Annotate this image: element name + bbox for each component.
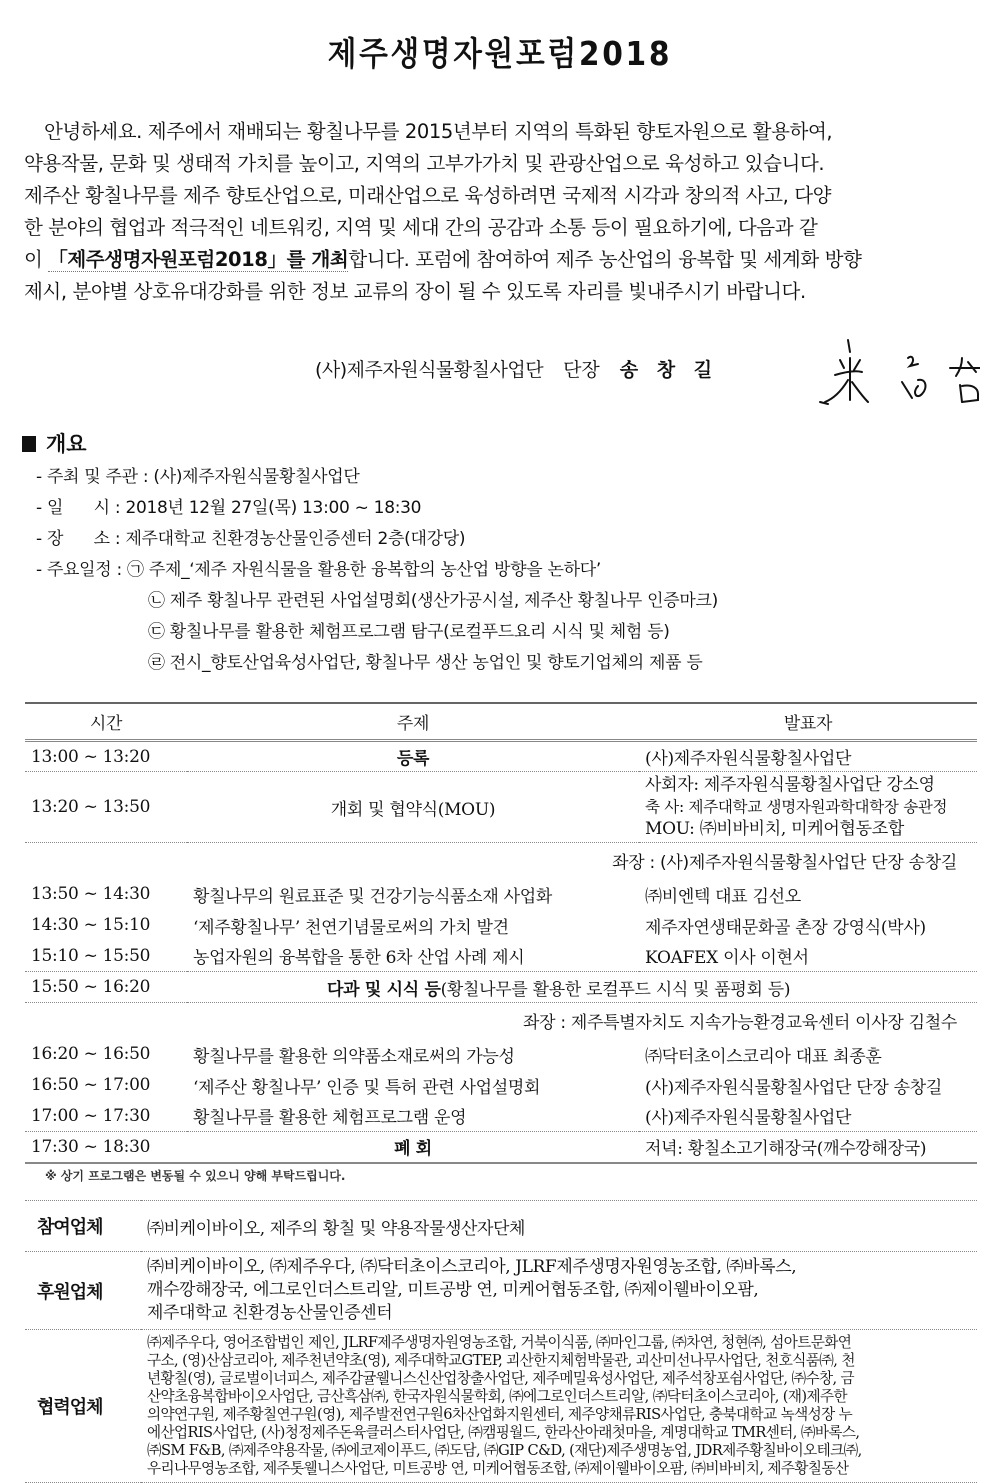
partners-line: 의약연구원, 제주황칠연구원(영), 제주발전연구원6차산업화지원센터, 제주양채류RIS사업단, 충북대학교 녹색성장 누 [147,1406,853,1423]
overview-item-host: - 주최 및 주관 : (사)제주자원식물황칠사업단 [36,467,360,487]
session-chair: 좌장 : 제주특별자치도 지속가능환경교육센터 이사장 김철수 [523,1013,957,1034]
partners-line: 구소, (영)산삼코리아, 제주천년약초(영), 제주대학교GTEP, 괴산한지체험박물관, 괴산미선나무사업단, 천호식품㈜, 천 [147,1352,855,1369]
row-speaker: (사)제주자원식물황칠사업단 [645,749,852,769]
table-row [25,1039,977,1070]
intro-line: 제시, 분야별 상호유대강화를 위한 정보 교류의 장이 될 수 있도록 자리를 빛내주시기 바랍니다. [24,280,806,303]
row-topic-rest: (황칠나무를 활용한 로컬푸드 시식 및 품평회 등) [440,979,791,1000]
intro-line: 안녕하세요. 제주에서 재배되는 황칠나무를 2015년부터 지역의 특화된 향토자원으로 활용하여, [44,120,833,143]
partners-line: 산약초융복합바이오사업단, 금산흑삼㈜, 한국자원식물학회, ㈜에그로인더스트리알, ㈜닥터초이스코리아, (재)제주한 [147,1388,847,1405]
row-speaker: (사)제주자원식물황칠사업단 [645,1108,852,1129]
partners-line: 우리나무영농조합, 제주톳웰니스사업단, 미트공방 연, 미케어협동조합, ㈜제이웰바이오팜, ㈜비바비치, 제주황칠동산 [147,1460,849,1477]
row-speaker: ㈜비엔텍 대표 김선오 [645,886,801,907]
partners-label: 후원업체 [37,1281,103,1303]
overview-item-venue: - 장 소 : 제주대학교 친환경농산물인증센터 2층(대강당) [36,529,466,549]
speaker-line: 축 사: 제주대학교 생명자원과학대학장 송관정 [645,798,948,816]
row-time: 16:20 ~ 16:50 [31,1044,151,1064]
overview-subitem: ㉢ 황칠나무를 활용한 체험프로그램 탐구(로컬푸드요리 시식 및 체험 등) [148,622,670,642]
table-row [25,879,977,910]
speaker-line: MOU: ㈜비바비치, 미케어협동조합 [645,819,904,839]
partners-line: ㈜비케이바이오, 제주의 황칠 및 약용작물생산자단체 [147,1218,526,1239]
intro-line-suffix: 합니다. 포럼에 참여하여 제주 농산업의 융복합 및 세계화 방향 [348,248,862,271]
partners-line: 제주대학교 친환경농산물인증센터 [147,1303,393,1323]
overview-item-date: - 일 시 : 2018년 12월 27일(목) 13:00 ~ 18:30 [36,498,422,518]
row-time: 15:50 ~ 16:20 [31,977,151,997]
row-speaker: ㈜닥터초이스코리아 대표 최종훈 [645,1046,882,1067]
session-chair: 좌장 : (사)제주자원식물황칠사업단 단장 송창길 [612,853,957,874]
overview-subitem: ㉣ 전시_향토산업육성사업단, 황칠나무 생산 농업인 및 향토기업체의 제품 등 [148,653,703,673]
intro-line: 한 분야의 협업과 적극적인 네트워킹, 지역 및 세대 간의 공감과 소통 등이 필요하기에, 다음과 같 [24,216,818,239]
table-row [25,941,977,972]
row-time: 17:30 ~ 18:30 [31,1136,151,1157]
row-speaker [639,772,977,843]
table-row [25,1070,977,1101]
row-time: 15:10 ~ 15:50 [31,945,151,966]
partners-line: 에산업RIS사업단, (사)청정제주돈육클러스터사업단, ㈜캠핑월드, 한라산아래첫마을, 계명대학교 TMR센터, ㈜바록스, [147,1424,860,1441]
table-row [25,910,977,941]
row-speaker: 제주자연생태문화골 촌장 강영식(박사) [645,917,926,938]
table-row [25,1132,977,1163]
schedule-table [25,702,977,1164]
header-topic: 주제 [396,714,430,734]
partners-line: ㈜제주우다, 영어조합법인 제인, JLRF제주생명자원영농조합, 거북이식품, ㈜마인그룹, ㈜차연, 청현㈜, 섬아트문화연 [147,1334,852,1351]
partners-line: 년황칠(영), 글로벌이너피스, 제주감귤웰니스신산업창출사업단, 제주메밀육성사업단, 제주석창포쉼사업단, ㈜수창, 금 [147,1370,855,1387]
intro-line-prefix: 이 [24,248,49,271]
row-topic: 등록 [396,749,430,769]
table-row [25,972,977,1003]
schedule-header-row [25,703,977,741]
table-row [25,772,977,843]
schedule-note: ※ 상기 프로그램은 변동될 수 있으니 양해 부탁드립니다. [45,1169,346,1183]
page-title: 제주생명자원포럼2018 [327,34,673,73]
partners-row-cooperators [25,1330,977,1483]
partners-value [141,1252,977,1330]
partners-line: 깨수깡해장국, 에그로인더스트리알, 미트공방 연, 미케어협동조합, ㈜제이웰바이오팜, [147,1280,759,1300]
overview-list [36,462,718,679]
square-bullet-icon [22,436,36,452]
row-topic: 개회 및 협약식(MOU) [330,799,496,820]
intro-paragraph [24,116,980,308]
chair-row [25,843,977,879]
partners-line: ㈜SM F&B, ㈜제주약용작물, ㈜에코제이푸드, ㈜도담, ㈜GIP C&D, (재단)제주생명농업, JDR제주황칠바이오테크㈜, [147,1442,862,1459]
row-topic-bold: 다과 및 시식 등 [327,979,441,1000]
header-speaker: 발표자 [783,714,833,734]
overview-heading-text: 개요 [46,432,87,456]
row-time: 13:00 ~ 13:20 [31,746,151,767]
partners-table [25,1200,977,1483]
signature-name: 송 창 길 [619,359,719,381]
row-topic: ‘제주황칠나무’ 천연기념물로써의 가치 발견 [193,917,509,938]
row-topic [187,972,977,1003]
row-topic: 황칠나무를 활용한 체험프로그램 운영 [193,1108,467,1129]
intro-line: 제주산 황칠나무를 제주 향토산업으로, 미래산업으로 육성하려면 국제적 시각과 창의적 사고, 다양 [24,184,832,207]
chair-row [25,1003,977,1039]
partners-label: 참여업체 [37,1217,103,1238]
signature-org: (사)제주자원식물황칠사업단 [315,359,544,381]
intro-line: 약용작물, 문화 및 생태적 가치를 높이고, 지역의 고부가가치 및 관광산업으로 육성하고 있습니다. [24,152,825,175]
handwritten-signature-icon [800,330,980,410]
partners-value [141,1330,977,1483]
row-time: 13:20 ~ 13:50 [31,797,151,817]
table-row [25,1101,977,1132]
partners-line: ㈜비케이바이오, ㈜제주우다, ㈜닥터초이스코리아, JLRF제주생명자원영농조합, ㈜바록스, [147,1257,797,1277]
partners-label: 협력업체 [37,1397,103,1418]
row-topic: ‘제주산 황칠나무’ 인증 및 특허 관련 사업설명회 [193,1077,541,1098]
signature-role: 단장 [563,359,600,381]
row-speaker: 저녁: 황칠소고기해장국(깨수깡해장국) [645,1139,927,1160]
speaker-line: 사회자: 제주자원식물황칠사업단 강소영 [645,775,935,795]
event-highlight: 「제주생명자원포럼2018」를 개최 [48,248,349,271]
intro-line [24,244,980,276]
table-row [25,741,977,772]
overview-heading [22,428,87,458]
row-time: 16:50 ~ 17:00 [31,1075,151,1095]
partners-value [141,1201,977,1252]
header-time: 시간 [89,714,123,734]
partners-row-sponsors [25,1252,977,1330]
row-topic: 농업자원의 융복합을 통한 6차 산업 사례 제시 [193,948,525,969]
row-speaker: KOAFEX 이사 이현서 [645,948,809,969]
row-topic: 황칠나무를 활용한 의약품소재로써의 가능성 [193,1046,515,1067]
row-topic: 폐 회 [394,1139,432,1160]
row-time: 14:30 ~ 15:10 [31,915,151,935]
row-time: 13:50 ~ 14:30 [31,884,151,904]
signature-line [315,355,718,382]
row-speaker: (사)제주자원식물황칠사업단 단장 송창길 [645,1077,942,1098]
row-time: 17:00 ~ 17:30 [31,1105,151,1126]
overview-subitem: ㉡ 제주 황칠나무 관련된 사업설명회(생산가공시설, 제주산 황칠나무 인증마크) [148,591,718,611]
partners-row-participating [25,1201,977,1252]
overview-item-agenda: - 주요일정 : ㉠ 주제_‘제주 자원식물을 활용한 융복합의 농산업 방향을 논하다’ [36,560,601,580]
row-topic: 황칠나무의 원료표준 및 건강기능식품소재 사업화 [193,886,552,907]
